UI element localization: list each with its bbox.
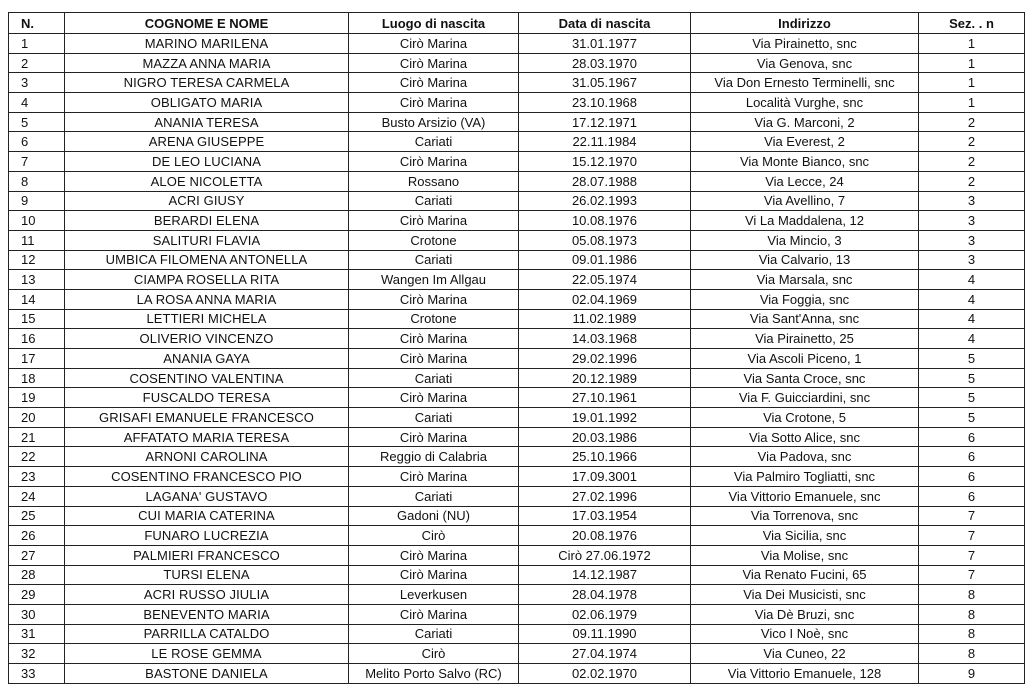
birthdate: 31.05.1967 bbox=[519, 73, 691, 93]
section-number: 2 bbox=[919, 171, 1025, 191]
address: Via Vittorio Emanuele, 128 bbox=[691, 664, 919, 684]
person-name: LETTIERI MICHELA bbox=[65, 309, 349, 329]
section-number: 3 bbox=[919, 230, 1025, 250]
person-name: BENEVENTO MARIA bbox=[65, 604, 349, 624]
birthplace: Cirò Marina bbox=[349, 545, 519, 565]
birthplace: Reggio di Calabria bbox=[349, 447, 519, 467]
person-name: ACRI GIUSY bbox=[65, 191, 349, 211]
row-number: 5 bbox=[9, 112, 65, 132]
birthdate: 26.02.1993 bbox=[519, 191, 691, 211]
person-name: ANANIA GAYA bbox=[65, 349, 349, 369]
section-number: 6 bbox=[919, 486, 1025, 506]
person-name: LA ROSA ANNA MARIA bbox=[65, 289, 349, 309]
person-name: CIAMPA ROSELLA RITA bbox=[65, 270, 349, 290]
address: Via Crotone, 5 bbox=[691, 408, 919, 428]
birthdate: 27.10.1961 bbox=[519, 388, 691, 408]
birthplace: Cariati bbox=[349, 368, 519, 388]
header-section: Sez. . n bbox=[919, 13, 1025, 34]
birthplace: Cirò Marina bbox=[349, 388, 519, 408]
birthdate: 17.03.1954 bbox=[519, 506, 691, 526]
row-number: 8 bbox=[9, 171, 65, 191]
header-address: Indirizzo bbox=[691, 13, 919, 34]
person-name: LAGANA' GUSTAVO bbox=[65, 486, 349, 506]
address: Via Avellino, 7 bbox=[691, 191, 919, 211]
row-number: 18 bbox=[9, 368, 65, 388]
birthdate: 23.10.1968 bbox=[519, 93, 691, 113]
birthplace: Cariati bbox=[349, 486, 519, 506]
birthplace: Cariati bbox=[349, 250, 519, 270]
row-number: 3 bbox=[9, 73, 65, 93]
row-number: 30 bbox=[9, 604, 65, 624]
birthdate: 28.04.1978 bbox=[519, 585, 691, 605]
row-number: 19 bbox=[9, 388, 65, 408]
section-number: 3 bbox=[919, 191, 1025, 211]
birthdate: 28.07.1988 bbox=[519, 171, 691, 191]
table-row bbox=[9, 34, 1025, 54]
row-number: 31 bbox=[9, 624, 65, 644]
section-number: 1 bbox=[919, 34, 1025, 54]
birthdate: 27.04.1974 bbox=[519, 644, 691, 664]
row-number: 4 bbox=[9, 93, 65, 113]
birthplace: Cariati bbox=[349, 624, 519, 644]
birthplace: Cirò Marina bbox=[349, 289, 519, 309]
section-number: 5 bbox=[919, 408, 1025, 428]
person-name: COSENTINO FRANCESCO PIO bbox=[65, 467, 349, 487]
row-number: 13 bbox=[9, 270, 65, 290]
birthdate: 25.10.1966 bbox=[519, 447, 691, 467]
section-number: 9 bbox=[919, 664, 1025, 684]
address: Via Calvario, 13 bbox=[691, 250, 919, 270]
birthdate: 22.05.1974 bbox=[519, 270, 691, 290]
person-name: ARNONI CAROLINA bbox=[65, 447, 349, 467]
table-row bbox=[9, 585, 1025, 605]
address: Località Vurghe, snc bbox=[691, 93, 919, 113]
row-number: 2 bbox=[9, 53, 65, 73]
section-number: 7 bbox=[919, 545, 1025, 565]
birthdate: 14.03.1968 bbox=[519, 329, 691, 349]
address: Via Dei Musicisti, snc bbox=[691, 585, 919, 605]
table-row bbox=[9, 289, 1025, 309]
row-number: 17 bbox=[9, 349, 65, 369]
person-name: ANANIA TERESA bbox=[65, 112, 349, 132]
row-number: 1 bbox=[9, 34, 65, 54]
person-name: ALOE NICOLETTA bbox=[65, 171, 349, 191]
row-number: 27 bbox=[9, 545, 65, 565]
section-number: 2 bbox=[919, 152, 1025, 172]
person-name: DE LEO LUCIANA bbox=[65, 152, 349, 172]
birthplace: Melito Porto Salvo (RC) bbox=[349, 664, 519, 684]
birthplace: Cirò Marina bbox=[349, 565, 519, 585]
row-number: 11 bbox=[9, 230, 65, 250]
table-row bbox=[9, 349, 1025, 369]
section-number: 6 bbox=[919, 427, 1025, 447]
person-name: BASTONE DANIELA bbox=[65, 664, 349, 684]
birthdate: 05.08.1973 bbox=[519, 230, 691, 250]
table-row bbox=[9, 427, 1025, 447]
address: Via G. Marconi, 2 bbox=[691, 112, 919, 132]
address: Via Mincio, 3 bbox=[691, 230, 919, 250]
row-number: 28 bbox=[9, 565, 65, 585]
row-number: 21 bbox=[9, 427, 65, 447]
section-number: 2 bbox=[919, 132, 1025, 152]
table-row bbox=[9, 565, 1025, 585]
row-number: 33 bbox=[9, 664, 65, 684]
birthdate: 02.06.1979 bbox=[519, 604, 691, 624]
address: Via Torrenova, snc bbox=[691, 506, 919, 526]
table-row bbox=[9, 545, 1025, 565]
birthplace: Cariati bbox=[349, 132, 519, 152]
table-row bbox=[9, 408, 1025, 428]
table-row bbox=[9, 644, 1025, 664]
birthplace: Cirò bbox=[349, 526, 519, 546]
table-row bbox=[9, 664, 1025, 684]
birthplace: Cirò Marina bbox=[349, 427, 519, 447]
person-name: OLIVERIO VINCENZO bbox=[65, 329, 349, 349]
section-number: 4 bbox=[919, 309, 1025, 329]
row-number: 7 bbox=[9, 152, 65, 172]
header-number: N. bbox=[9, 13, 65, 34]
person-name: MAZZA ANNA MARIA bbox=[65, 53, 349, 73]
table-row bbox=[9, 132, 1025, 152]
address: Via Don Ernesto Terminelli, snc bbox=[691, 73, 919, 93]
table-row bbox=[9, 309, 1025, 329]
address: Via F. Guicciardini, snc bbox=[691, 388, 919, 408]
birthdate: 20.12.1989 bbox=[519, 368, 691, 388]
row-number: 14 bbox=[9, 289, 65, 309]
person-name: NIGRO TERESA CARMELA bbox=[65, 73, 349, 93]
registry-body bbox=[9, 34, 1025, 684]
section-number: 4 bbox=[919, 329, 1025, 349]
person-name: SALITURI FLAVIA bbox=[65, 230, 349, 250]
birthdate: 09.11.1990 bbox=[519, 624, 691, 644]
address: Vi La Maddalena, 12 bbox=[691, 211, 919, 231]
row-number: 20 bbox=[9, 408, 65, 428]
birthdate: 17.09.3001 bbox=[519, 467, 691, 487]
birthdate: 31.01.1977 bbox=[519, 34, 691, 54]
section-number: 5 bbox=[919, 349, 1025, 369]
address: Via Vittorio Emanuele, snc bbox=[691, 486, 919, 506]
address: Via Santa Croce, snc bbox=[691, 368, 919, 388]
address: Via Monte Bianco, snc bbox=[691, 152, 919, 172]
row-number: 29 bbox=[9, 585, 65, 605]
row-number: 10 bbox=[9, 211, 65, 231]
header-name: COGNOME E NOME bbox=[65, 13, 349, 34]
person-name: UMBICA FILOMENA ANTONELLA bbox=[65, 250, 349, 270]
section-number: 1 bbox=[919, 53, 1025, 73]
section-number: 7 bbox=[919, 565, 1025, 585]
address: Via Cuneo, 22 bbox=[691, 644, 919, 664]
address: Via Genova, snc bbox=[691, 53, 919, 73]
person-name: TURSI ELENA bbox=[65, 565, 349, 585]
birthplace: Busto Arsizio (VA) bbox=[349, 112, 519, 132]
row-number: 25 bbox=[9, 506, 65, 526]
birthplace: Crotone bbox=[349, 309, 519, 329]
section-number: 5 bbox=[919, 388, 1025, 408]
birthplace: Wangen Im Allgau bbox=[349, 270, 519, 290]
table-row bbox=[9, 250, 1025, 270]
row-number: 23 bbox=[9, 467, 65, 487]
address: Via Sicilia, snc bbox=[691, 526, 919, 546]
section-number: 6 bbox=[919, 447, 1025, 467]
table-row bbox=[9, 93, 1025, 113]
birthdate: 17.12.1971 bbox=[519, 112, 691, 132]
section-number: 8 bbox=[919, 624, 1025, 644]
header-birthplace: Luogo di nascita bbox=[349, 13, 519, 34]
person-name: GRISAFI EMANUELE FRANCESCO bbox=[65, 408, 349, 428]
birthplace: Cariati bbox=[349, 191, 519, 211]
row-number: 12 bbox=[9, 250, 65, 270]
table-row bbox=[9, 486, 1025, 506]
birthdate: 14.12.1987 bbox=[519, 565, 691, 585]
row-number: 24 bbox=[9, 486, 65, 506]
birthdate: 28.03.1970 bbox=[519, 53, 691, 73]
birthdate: Cirò 27.06.1972 bbox=[519, 545, 691, 565]
table-row bbox=[9, 526, 1025, 546]
table-row bbox=[9, 152, 1025, 172]
address: Via Lecce, 24 bbox=[691, 171, 919, 191]
table-row bbox=[9, 624, 1025, 644]
table-row bbox=[9, 73, 1025, 93]
address: Via Padova, snc bbox=[691, 447, 919, 467]
birthdate: 20.08.1976 bbox=[519, 526, 691, 546]
person-name: OBLIGATO MARIA bbox=[65, 93, 349, 113]
birthdate: 19.01.1992 bbox=[519, 408, 691, 428]
birthplace: Cirò Marina bbox=[349, 349, 519, 369]
person-name: ACRI RUSSO JIULIA bbox=[65, 585, 349, 605]
person-name: CUI MARIA CATERINA bbox=[65, 506, 349, 526]
person-name: BERARDI ELENA bbox=[65, 211, 349, 231]
table-row bbox=[9, 230, 1025, 250]
address: Via Pirainetto, snc bbox=[691, 34, 919, 54]
person-name: FUNARO LUCREZIA bbox=[65, 526, 349, 546]
person-name: PARRILLA CATALDO bbox=[65, 624, 349, 644]
birthdate: 15.12.1970 bbox=[519, 152, 691, 172]
section-number: 2 bbox=[919, 112, 1025, 132]
header-row bbox=[9, 13, 1025, 34]
row-number: 16 bbox=[9, 329, 65, 349]
address: Via Sotto Alice, snc bbox=[691, 427, 919, 447]
table-row bbox=[9, 467, 1025, 487]
address: Via Foggia, snc bbox=[691, 289, 919, 309]
section-number: 8 bbox=[919, 585, 1025, 605]
address: Via Everest, 2 bbox=[691, 132, 919, 152]
section-number: 5 bbox=[919, 368, 1025, 388]
birthplace: Rossano bbox=[349, 171, 519, 191]
person-name: MARINO MARILENA bbox=[65, 34, 349, 54]
section-number: 3 bbox=[919, 211, 1025, 231]
address: Via Marsala, snc bbox=[691, 270, 919, 290]
table-row bbox=[9, 447, 1025, 467]
row-number: 26 bbox=[9, 526, 65, 546]
address: Via Dè Bruzi, snc bbox=[691, 604, 919, 624]
section-number: 6 bbox=[919, 467, 1025, 487]
section-number: 3 bbox=[919, 250, 1025, 270]
birthplace: Cirò Marina bbox=[349, 53, 519, 73]
section-number: 4 bbox=[919, 270, 1025, 290]
section-number: 1 bbox=[919, 93, 1025, 113]
birthplace: Cirò Marina bbox=[349, 152, 519, 172]
birthplace: Cirò Marina bbox=[349, 211, 519, 231]
section-number: 8 bbox=[919, 604, 1025, 624]
person-name: LE ROSE GEMMA bbox=[65, 644, 349, 664]
birthdate: 27.02.1996 bbox=[519, 486, 691, 506]
section-number: 8 bbox=[919, 644, 1025, 664]
table-row bbox=[9, 211, 1025, 231]
header-birthdate: Data di nascita bbox=[519, 13, 691, 34]
birthdate: 22.11.1984 bbox=[519, 132, 691, 152]
birthplace: Cirò Marina bbox=[349, 604, 519, 624]
table-row bbox=[9, 191, 1025, 211]
birthplace: Cirò Marina bbox=[349, 73, 519, 93]
table-row bbox=[9, 329, 1025, 349]
table-row bbox=[9, 112, 1025, 132]
address: Via Molise, snc bbox=[691, 545, 919, 565]
birthplace: Cirò Marina bbox=[349, 467, 519, 487]
address: Via Renato Fucini, 65 bbox=[691, 565, 919, 585]
birthdate: 10.08.1976 bbox=[519, 211, 691, 231]
row-number: 32 bbox=[9, 644, 65, 664]
table-row bbox=[9, 53, 1025, 73]
birthplace: Cirò Marina bbox=[349, 329, 519, 349]
birthplace: Cirò Marina bbox=[349, 34, 519, 54]
person-name: COSENTINO VALENTINA bbox=[65, 368, 349, 388]
person-name: FUSCALDO TERESA bbox=[65, 388, 349, 408]
birthplace: Crotone bbox=[349, 230, 519, 250]
birthdate: 09.01.1986 bbox=[519, 250, 691, 270]
birthplace: Cariati bbox=[349, 408, 519, 428]
row-number: 22 bbox=[9, 447, 65, 467]
address: Via Ascoli Piceno, 1 bbox=[691, 349, 919, 369]
birthplace: Cirò Marina bbox=[349, 93, 519, 113]
birthplace: Gadoni (NU) bbox=[349, 506, 519, 526]
address: Via Sant'Anna, snc bbox=[691, 309, 919, 329]
registry-sheet bbox=[8, 12, 1024, 684]
table-row bbox=[9, 270, 1025, 290]
birthplace: Leverkusen bbox=[349, 585, 519, 605]
table-row bbox=[9, 171, 1025, 191]
address: Via Palmiro Togliatti, snc bbox=[691, 467, 919, 487]
table-row bbox=[9, 368, 1025, 388]
address: Vico I Noè, snc bbox=[691, 624, 919, 644]
row-number: 6 bbox=[9, 132, 65, 152]
row-number: 9 bbox=[9, 191, 65, 211]
person-name: ARENA GIUSEPPE bbox=[65, 132, 349, 152]
section-number: 4 bbox=[919, 289, 1025, 309]
person-name: AFFATATO MARIA TERESA bbox=[65, 427, 349, 447]
section-number: 1 bbox=[919, 73, 1025, 93]
birthdate: 29.02.1996 bbox=[519, 349, 691, 369]
section-number: 7 bbox=[919, 506, 1025, 526]
birthplace: Cirò bbox=[349, 644, 519, 664]
birthdate: 02.02.1970 bbox=[519, 664, 691, 684]
table-row bbox=[9, 388, 1025, 408]
birthdate: 20.03.1986 bbox=[519, 427, 691, 447]
person-name: PALMIERI FRANCESCO bbox=[65, 545, 349, 565]
section-number: 7 bbox=[919, 526, 1025, 546]
birthdate: 11.02.1989 bbox=[519, 309, 691, 329]
registry-table bbox=[8, 12, 1025, 684]
row-number: 15 bbox=[9, 309, 65, 329]
birthdate: 02.04.1969 bbox=[519, 289, 691, 309]
table-row bbox=[9, 604, 1025, 624]
address: Via Pirainetto, 25 bbox=[691, 329, 919, 349]
table-row bbox=[9, 506, 1025, 526]
